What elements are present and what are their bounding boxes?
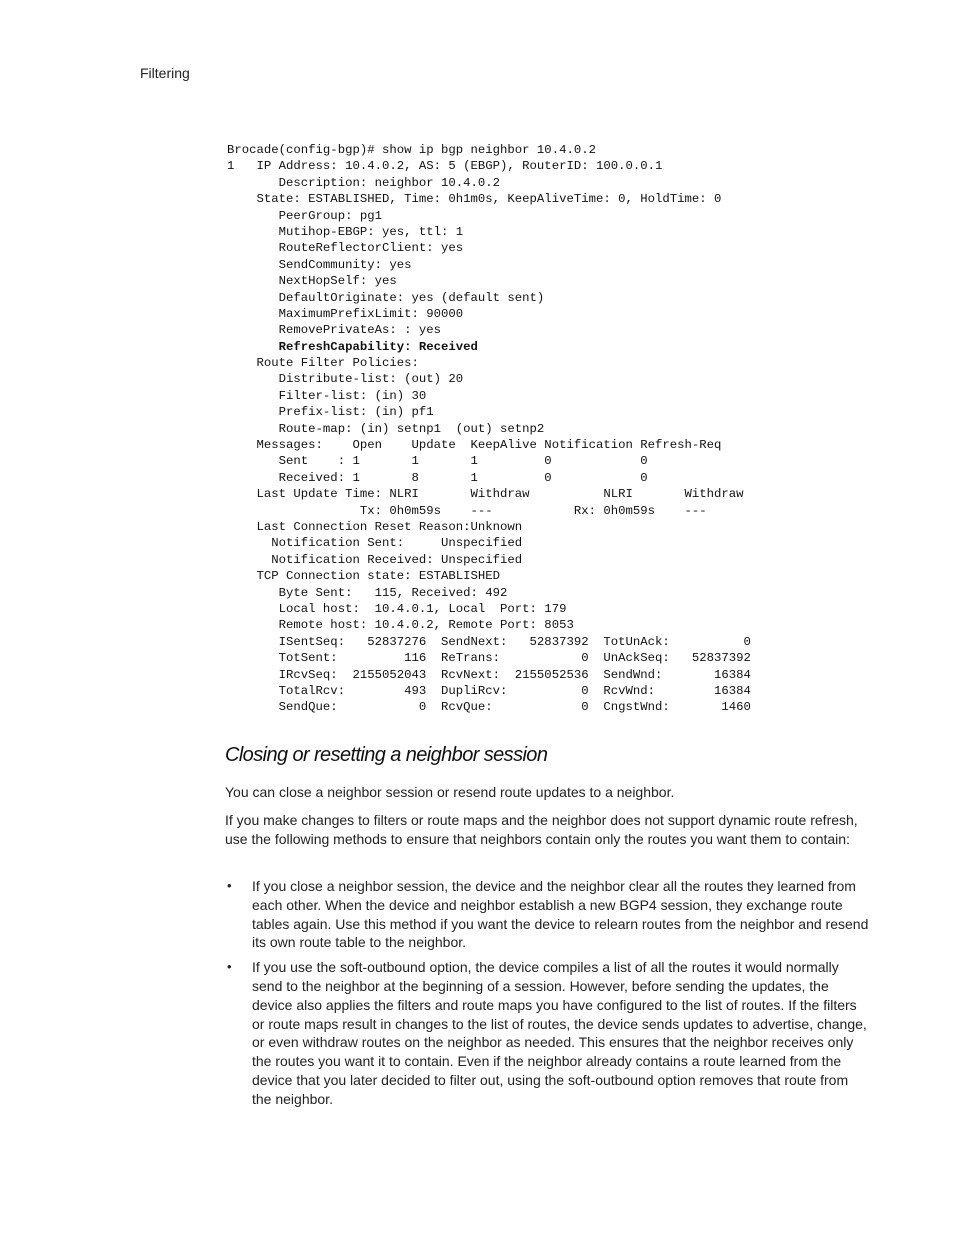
bullet-list <box>225 877 870 1115</box>
code-line: RemovePrivateAs: : yes <box>227 323 442 338</box>
code-line: TotalRcv: 493 DupliRcv: 0 RcvWnd: 16384 <box>227 683 751 698</box>
code-line: Received: 1 8 1 0 0 <box>227 470 648 485</box>
bullet-text: If you use the soft-outbound option, the device compiles a list of all the routes it would normally send to the neighbor at the beginning of a session. However, before sending the updates, the device also applies the filters and route maps you have configured to the list of routes. If the filters or route maps result in changes to the list of routes, the device sends updates to advertise, change, or even withdraw routes on the neighbor as needed. This ensures that the neighbor receives only the routes you want it to contain. Even if the neighbor already contains a route learned from the device that you later decided to filter out, using the soft-outbound option removes that route from the neighbor. <box>252 959 867 1107</box>
code-line: NextHopSelf: yes <box>227 274 397 289</box>
code-line: Brocade(config-bgp)# show ip bgp neighbor 10.4.0.2 <box>227 143 596 157</box>
code-line: Tx: 0h0m59s --- Rx: 0h0m59s --- <box>227 503 707 518</box>
bullet-text: If you close a neighbor session, the device and the neighbor clear all the routes they learned from each other. When the device and neighbor establish a new BGP4 session, they exchange route tables again. Use this method if you want the device to relearn routes from the neighbor and resend its own route table to the neighbor. <box>252 878 869 951</box>
code-line: Messages: Open Update KeepAlive Notification Refresh-Req <box>227 438 722 453</box>
bullet-icon: • <box>227 959 232 975</box>
code-line: Remote host: 10.4.0.2, Remote Port: 8053 <box>227 618 574 633</box>
code-line: Notification Sent: Unspecified <box>227 536 523 551</box>
code-line: Sent : 1 1 1 0 0 <box>227 454 648 469</box>
code-line: Filter-list: (in) 30 <box>227 388 427 403</box>
code-line: SendCommunity: yes <box>227 257 412 272</box>
code-line: Local host: 10.4.0.1, Local Port: 179 <box>227 601 567 616</box>
code-line: ISentSeq: 52837276 SendNext: 52837392 TotUnAck: 0 <box>227 634 751 649</box>
code-line: MaximumPrefixLimit: 90000 <box>227 306 464 321</box>
methods-paragraph: If you make changes to filters or route maps and the neighbor does not support dynamic route refresh, use the following methods to ensure that neighbors contain only the routes you want them to contain: <box>225 812 858 847</box>
code-line: Notification Received: Unspecified <box>227 552 523 567</box>
bullet-icon: • <box>227 878 232 893</box>
code-line: DefaultOriginate: yes (default sent) <box>227 290 545 305</box>
code-line-highlighted: RefreshCapability: Received <box>227 339 478 354</box>
section-title: Closing or resetting a neighbor session <box>225 744 548 766</box>
code-line: SendQue: 0 RcvQue: 0 CngstWnd: 1460 <box>227 700 751 715</box>
cli-output-block <box>227 142 751 716</box>
code-line: Route-map: (in) setnp1 (out) setnp2 <box>227 421 545 436</box>
code-line: IRcvSeq: 2155052043 RcvNext: 2155052536 SendWnd: 16384 <box>227 667 751 682</box>
code-line: Last Update Time: NLRI Withdraw NLRI Withdraw <box>227 487 744 502</box>
running-header: Filtering <box>140 65 190 81</box>
intro-paragraph: You can close a neighbor session or resend route updates to a neighbor. <box>225 784 675 800</box>
code-line: Distribute-list: (out) 20 <box>227 372 464 387</box>
code-line: Description: neighbor 10.4.0.2 <box>227 175 501 190</box>
code-line: State: ESTABLISHED, Time: 0h1m0s, KeepAliveTime: 0, HoldTime: 0 <box>227 192 722 207</box>
code-line: Mutihop-EBGP: yes, ttl: 1 <box>227 224 464 239</box>
code-line: Last Connection Reset Reason:Unknown <box>227 519 523 534</box>
code-line: Byte Sent: 115, Received: 492 <box>227 585 508 600</box>
code-line: TotSent: 116 ReTrans: 0 UnAckSeq: 52837392 <box>227 651 751 666</box>
code-line: 1 IP Address: 10.4.0.2, AS: 5 (EBGP), RouterID: 100.0.0.1 <box>227 159 663 174</box>
code-line: RouteReflectorClient: yes <box>227 241 464 256</box>
code-line: Route Filter Policies: <box>227 356 419 371</box>
code-line: TCP Connection state: ESTABLISHED <box>227 569 501 584</box>
list-item <box>225 958 870 1108</box>
list-item <box>225 877 870 952</box>
code-line: Prefix-list: (in) pf1 <box>227 405 434 420</box>
code-line: PeerGroup: pg1 <box>227 208 382 223</box>
